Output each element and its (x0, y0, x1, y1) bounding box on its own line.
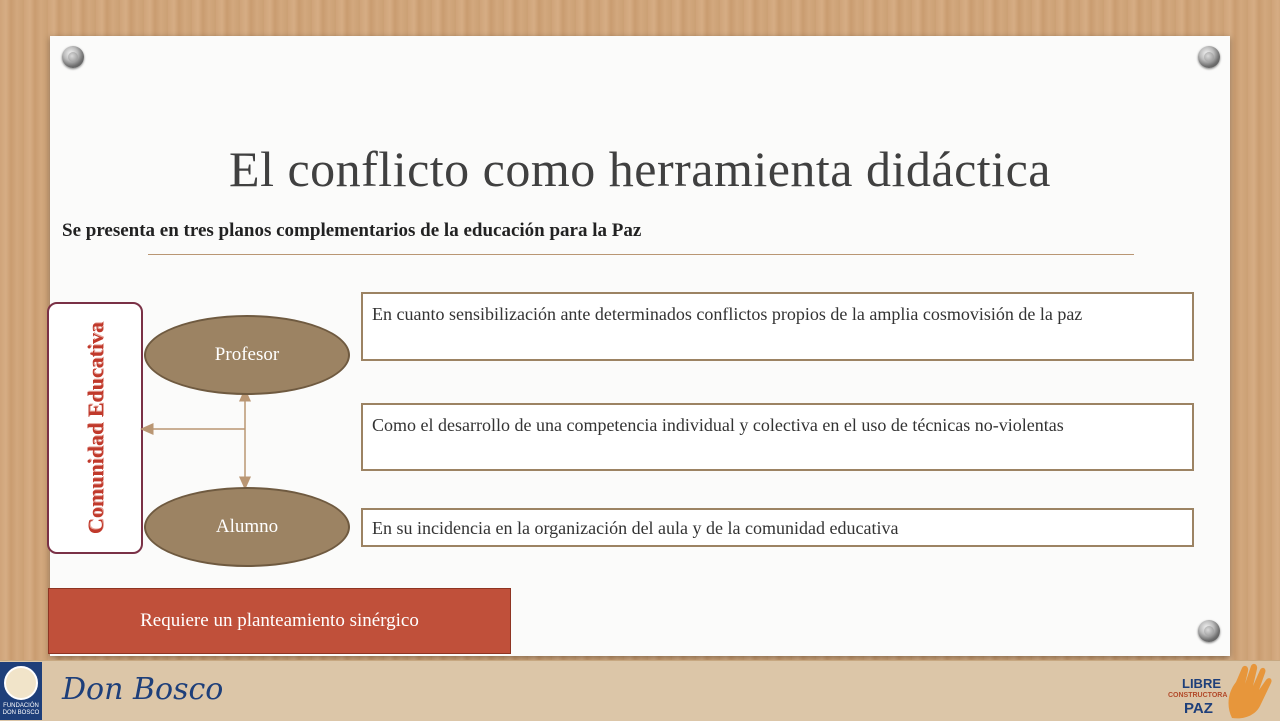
comunidad-educativa-label: Comunidad Educativa (83, 321, 108, 535)
fundacion-don-bosco-logo (0, 662, 42, 720)
libre-constructora-paz-logo (1150, 662, 1275, 720)
slide-title: El conflicto como herramienta didáctica (229, 141, 1051, 197)
role-alumno: Alumno (144, 487, 350, 567)
don-bosco-signature-logo: Don Bosco (62, 672, 224, 707)
fundacion-logo-caption: FUNDACIÓN DON BOSCO (2, 703, 40, 716)
plane-box-2: Como el desarrollo de una competencia individual y colectiva en el uso de técnicas no-violentas (361, 403, 1194, 471)
logo-word-constructora: CONSTRUCTORA (1168, 692, 1228, 699)
portrait-icon (4, 666, 38, 700)
logo-word-paz: PAZ (1184, 700, 1213, 717)
logo-word-libre: LIBRE (1182, 676, 1221, 691)
plane-box-1: En cuanto sensibilización ante determinados conflictos propios de la amplia cosmovisión de la paz (361, 292, 1194, 361)
slide-subtitle: Se presenta en tres planos complementarios de la educación para la Paz (62, 220, 642, 241)
plane-box-3: En su incidencia en la organización del aula y de la comunidad educativa (361, 508, 1194, 547)
role-profesor: Profesor (144, 315, 350, 395)
conclusion-box: Requiere un planteamiento sinérgico (48, 588, 511, 654)
